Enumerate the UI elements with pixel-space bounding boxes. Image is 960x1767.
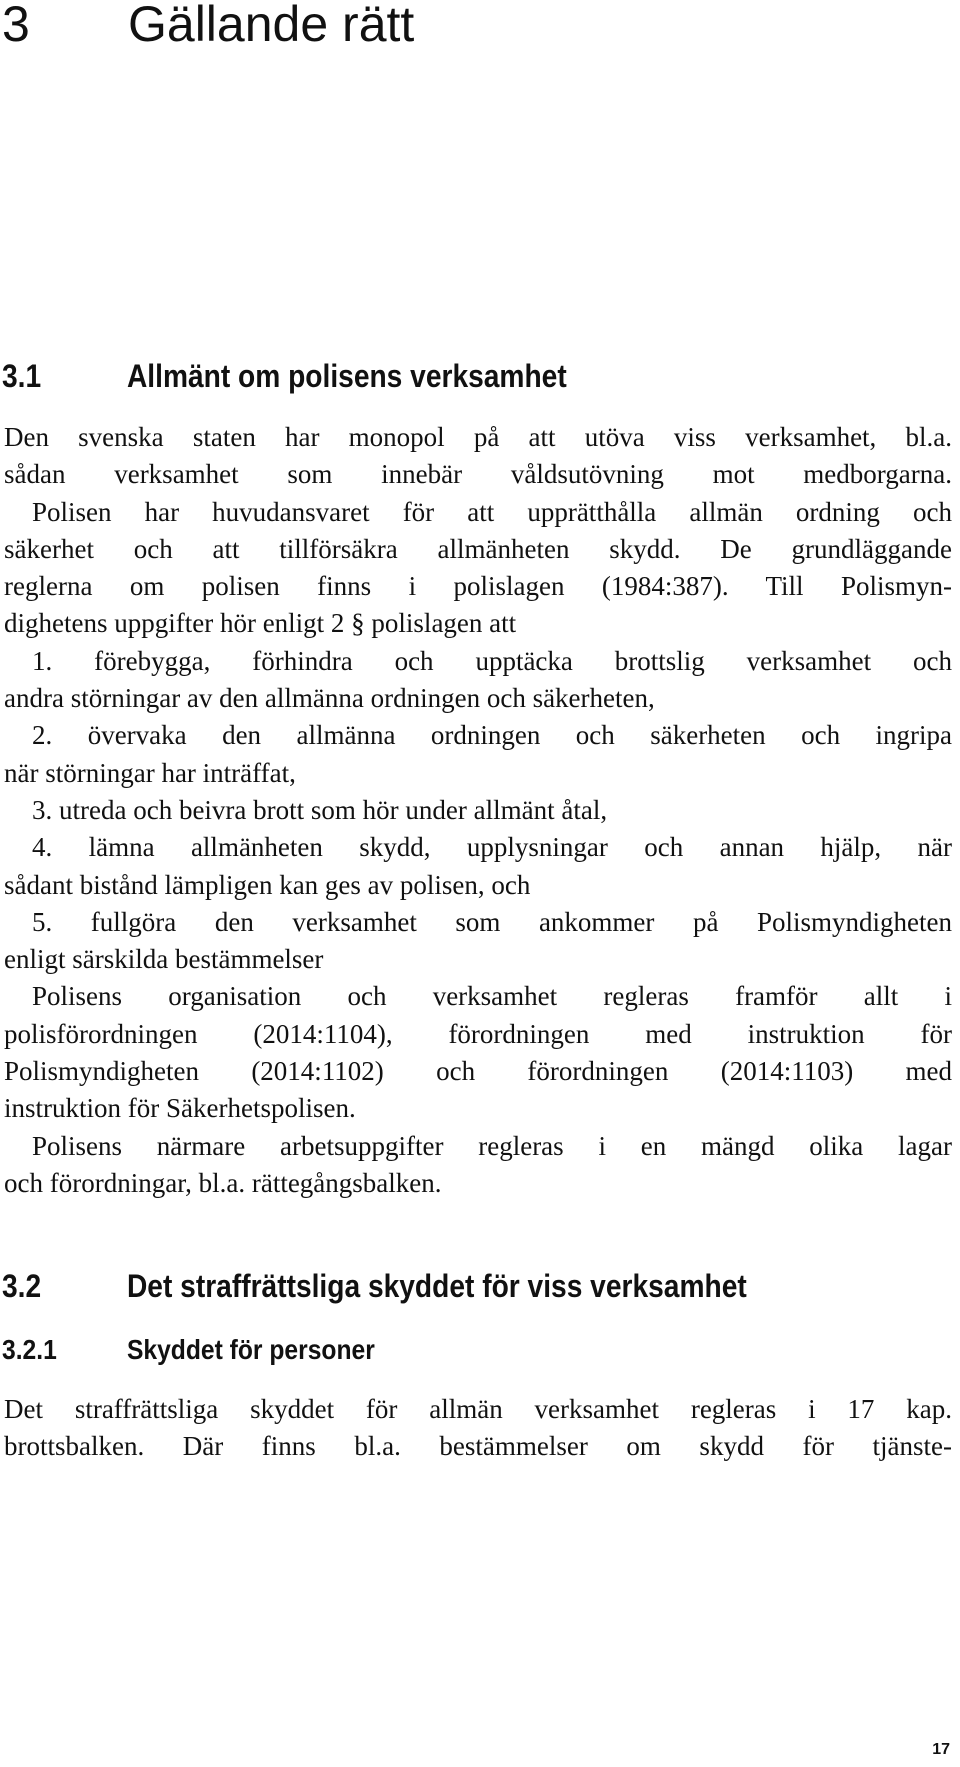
- section-number: 3.1: [2, 358, 42, 394]
- list-item-2-cont: när störningar har inträffat,: [4, 757, 296, 788]
- list-item-5-cont: enligt särskilda bestämmelser: [4, 944, 324, 975]
- body-line: reglerna om polisen finns i polislagen (1984:387). Till Polismyn-: [4, 571, 952, 602]
- body-line: brottsbalken. Där finns bl.a. bestämmelser om skydd för tjänste-: [4, 1431, 952, 1462]
- section-3-2-heading: [2, 1266, 747, 1306]
- body-line: Det straffrättsliga skyddet för allmän verksamhet regleras i 17 kap.: [4, 1394, 952, 1424]
- section-title: Skyddet för personer: [126, 1334, 375, 1365]
- section-3-2-1-heading: [2, 1330, 375, 1370]
- section-3-1-body: [4, 419, 952, 1202]
- chapter-number: 3: [2, 0, 30, 52]
- body-line: Polisens närmare arbetsuppgifter regleras i en mängd olika lagar: [32, 1130, 952, 1161]
- section-3-2-1-body: [4, 1391, 952, 1466]
- body-line: och förordningar, bl.a. rättegångsbalken.: [4, 1167, 442, 1198]
- list-item-4: 4. lämna allmänheten skydd, upplysningar och annan hjälp, när: [32, 832, 952, 863]
- section-number: 3.2.1: [2, 1334, 57, 1365]
- chapter-title: Gällande rätt: [128, 0, 415, 52]
- section-number: 3.2: [2, 1268, 42, 1304]
- page-number: 17: [932, 1741, 950, 1758]
- list-item-2: 2. övervaka den allmänna ordningen och säkerheten och ingripa: [32, 720, 952, 751]
- chapter-heading: [2, 0, 414, 54]
- body-line: Polismyndigheten (2014:1102) och förordningen (2014:1103) med: [4, 1056, 952, 1087]
- body-line: säkerhet och att tillförsäkra allmänheten skydd. De grundläggande: [4, 533, 952, 564]
- body-line: sådan verksamhet som innebär våldsutövning mot medborgarna.: [4, 459, 952, 490]
- section-title: Allmänt om polisens verksamhet: [126, 358, 567, 394]
- body-line: Polisen har huvudansvaret för att upprätthålla allmän ordning och: [32, 496, 952, 527]
- body-line: dighetens uppgifter hör enligt 2 § polislagen att: [4, 608, 517, 639]
- body-line: Den svenska staten har monopol på att utöva viss verksamhet, bl.a.: [4, 422, 952, 452]
- body-line: Polisens organisation och verksamhet regleras framför allt i: [32, 981, 952, 1012]
- list-item-4-cont: sådant bistånd lämpligen kan ges av polisen, och: [4, 869, 531, 900]
- list-item-1: 1. förebygga, förhindra och upptäcka brottslig verksamhet och: [32, 645, 952, 676]
- body-line: polisförordningen (2014:1104), förordningen med instruktion för: [4, 1018, 952, 1049]
- body-line: instruktion för Säkerhetspolisen.: [4, 1093, 356, 1124]
- section-3-1-heading: [2, 356, 567, 396]
- list-item-1-cont: andra störningar av den allmänna ordningen och säkerheten,: [4, 683, 655, 714]
- list-item-5: 5. fullgöra den verksamhet som ankommer på Polismyndigheten: [32, 906, 952, 937]
- list-item-3: 3. utreda och beivra brott som hör under allmänt åtal,: [32, 794, 608, 825]
- section-title: Det straffrättsliga skyddet för viss verksamhet: [126, 1268, 747, 1304]
